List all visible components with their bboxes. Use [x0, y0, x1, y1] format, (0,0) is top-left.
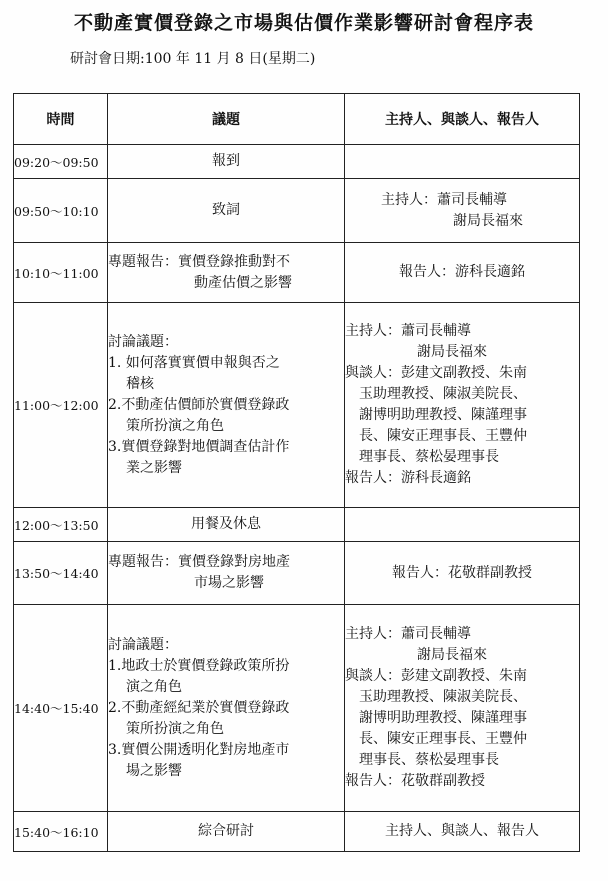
- people-line: 報告人：游科長適銘: [345, 470, 471, 486]
- header-topic: 議題: [108, 94, 345, 145]
- time-cell: 13:50～14:40: [14, 542, 108, 605]
- seminar-date: 研討會日期:100 年 11 月 8 日(星期二): [70, 51, 316, 67]
- time-cell: 14:40～15:40: [14, 605, 108, 812]
- time-cell: 11:00～12:00: [14, 303, 108, 508]
- topic-line: 專題報告：實價登錄推動對不: [108, 253, 290, 270]
- people-line: 謝局長福來: [417, 344, 487, 360]
- topic-line: 動產估價之影響: [194, 274, 292, 291]
- table-row: [14, 605, 580, 812]
- people-line: 與談人：彭建文副教授、朱南: [345, 365, 527, 381]
- people-cell: [345, 508, 580, 542]
- topic-line: 場之影響: [126, 762, 182, 779]
- schedule-table: [13, 93, 580, 852]
- people-line: 主持人：蕭司長輔導: [345, 323, 471, 339]
- people-cell: [345, 605, 580, 812]
- people-line: 玉助理教授、陳淑美院長、: [359, 386, 527, 402]
- topic-line: 市場之影響: [194, 575, 264, 591]
- topic-line: 3.實價登錄對地價調查估計作: [108, 438, 290, 455]
- people-cell: [345, 243, 580, 303]
- time-cell: 15:40～16:10: [14, 812, 108, 852]
- topic-line: 專題報告：實價登錄對房地產: [108, 554, 290, 570]
- topic-cell: [108, 243, 345, 303]
- people-line: 謝局長福來: [417, 647, 487, 663]
- topic-line: 討論議題：: [108, 636, 178, 653]
- people-line: 報告人：游科長適銘: [399, 264, 525, 280]
- people-cell: [345, 812, 580, 852]
- people-cell: [345, 145, 580, 179]
- people-line: 玉助理教授、陳淑美院長、: [359, 689, 527, 705]
- topic-line: 報到: [212, 153, 240, 169]
- topic-line: 2.不動產經紀業於實價登錄政: [108, 699, 290, 716]
- header-people: 主持人、與談人、報告人: [345, 94, 580, 145]
- topic-cell: [108, 605, 345, 812]
- people-cell: [345, 303, 580, 508]
- topic-line: 綜合研討: [198, 823, 254, 839]
- topic-line: 2.不動產估價師於實價登錄政: [108, 396, 290, 413]
- people-line: 主持人：蕭司長輔導: [381, 191, 507, 208]
- people-line: 理事長、蔡松晏理事長: [359, 449, 499, 465]
- people-line: 謝博明助理教授、陳謹理事: [359, 407, 527, 423]
- people-line: 主持人：蕭司長輔導: [345, 626, 471, 642]
- people-line: 理事長、蔡松晏理事長: [359, 752, 499, 768]
- people-line: 長、陳安正理事長、王豐仲: [359, 428, 527, 444]
- topic-line: 策所扮演之角色: [126, 720, 224, 737]
- header-row: [14, 94, 580, 145]
- topic-line: 1. 如何落實實價申報與否之: [108, 354, 280, 371]
- people-line: 長、陳安正理事長、王豐仲: [359, 731, 527, 747]
- people-line: 主持人、與談人、報告人: [385, 823, 539, 839]
- topic-cell: [108, 303, 345, 508]
- topic-line: 演之角色: [126, 678, 182, 695]
- time-cell: 12:00～13:50: [14, 508, 108, 542]
- topic-line: 1.地政士於實價登錄政策所扮: [108, 657, 290, 674]
- table-row: [14, 303, 580, 508]
- topic-line: 策所扮演之角色: [126, 417, 224, 434]
- table-row: [14, 145, 580, 179]
- time-cell: 09:50～10:10: [14, 179, 108, 243]
- topic-line: 稽核: [126, 375, 154, 392]
- people-line: 謝博明助理教授、陳謹理事: [359, 710, 527, 726]
- table-row: [14, 243, 580, 303]
- topic-cell: [108, 812, 345, 852]
- time-cell: 09:20～09:50: [14, 145, 108, 179]
- people-line: 報告人：花敬群副教授: [392, 564, 532, 581]
- topic-line: 致詞: [212, 202, 240, 218]
- topic-cell: [108, 145, 345, 179]
- topic-line: 用餐及休息: [191, 516, 261, 532]
- topic-line: 3.實價公開透明化對房地產市: [108, 741, 290, 758]
- topic-line: 業之影響: [126, 459, 182, 476]
- people-line: 報告人：花敬群副教授: [345, 773, 485, 789]
- table-row: [14, 542, 580, 605]
- people-line: 謝局長福來: [453, 212, 523, 229]
- topic-cell: [108, 179, 345, 243]
- table-row: [14, 179, 580, 243]
- topic-cell: [108, 542, 345, 605]
- topic-cell: [108, 508, 345, 542]
- people-cell: [345, 542, 580, 605]
- people-cell: [345, 179, 580, 243]
- header-time: 時間: [14, 94, 108, 145]
- topic-line: 討論議題：: [108, 333, 178, 350]
- time-cell: 10:10～11:00: [14, 243, 108, 303]
- table-row: [14, 812, 580, 852]
- page-title: 不動產實價登錄之市場與估價作業影響研討會程序表: [73, 12, 534, 34]
- people-line: 與談人：彭建文副教授、朱南: [345, 668, 527, 684]
- table-row: [14, 508, 580, 542]
